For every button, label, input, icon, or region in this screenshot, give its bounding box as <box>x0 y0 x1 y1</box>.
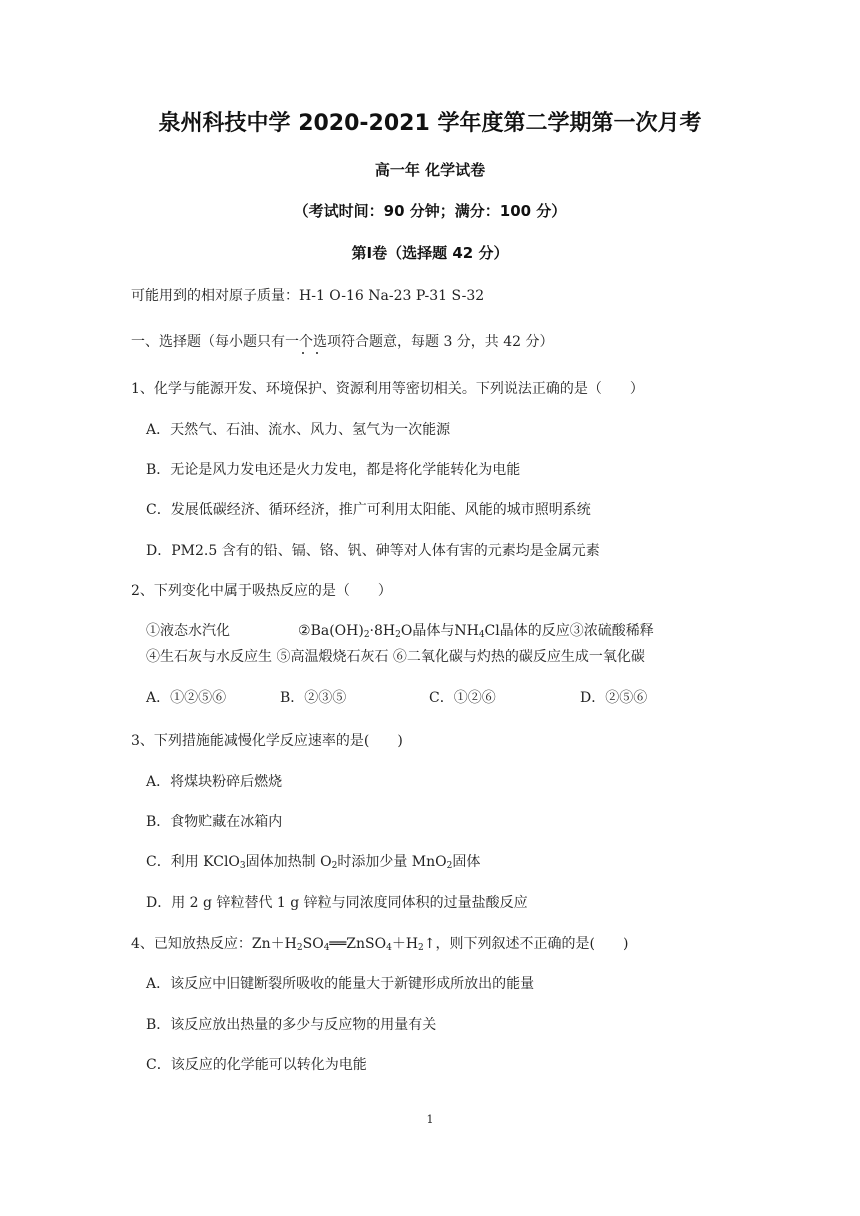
atomic-masses: 可能用到的相对原子质量：H-1 O-16 Na-23 P-31 S-32 <box>131 288 485 304</box>
q3-c-text-1: C．利用 KClO <box>146 854 240 870</box>
q3-c-text-2: 固体加热制 O <box>245 854 332 870</box>
exam-info: （考试时间：90 分钟；满分：100 分） <box>293 202 567 220</box>
q3-c-text-3: 时添加少量 MnO <box>337 854 447 870</box>
q2-item2-prefix: ② <box>298 623 311 639</box>
q4-option-c: C．该反应的化学能可以转化为电能 <box>146 1057 367 1073</box>
q2-row-2: ④生石灰与水反应生 ⑤高温煅烧石灰石 ⑥二氧化碳与灼热的碳反应生成一氧化碳 <box>146 649 645 665</box>
q2-option-d: D．②⑤⑥ <box>580 690 648 706</box>
q2-option-c: C．①②⑥ <box>429 690 496 706</box>
q4-option-a: A．该反应中旧键断裂所吸收的能量大于新键形成所放出的能量 <box>146 976 535 992</box>
q4-stem-4: ＋H <box>391 936 419 952</box>
q4-stem-3: ══ZnSO <box>329 936 387 952</box>
emphasis-dot <box>302 352 304 354</box>
q3-option-a: A．将煤块粉碎后燃烧 <box>146 774 283 790</box>
q2-option-b: B．②③⑤ <box>280 690 347 706</box>
q4-stem: 4、已知放热反应：$Zn+H_2SO_4══ZnSO_4+H_2↑$，则下列叙述不正确的是( ) <box>131 936 629 953</box>
q4-stem-1: 4、已知放热反应：Zn＋H <box>131 936 297 952</box>
q2-option-a: A．①②⑤⑥ <box>146 690 227 706</box>
q3-c-text-4: 固体 <box>452 854 481 870</box>
q3-option-c: C．利用 KClO$_3$固体加热制 $O_2$时添加少量 MnO$_2$固体 <box>146 854 481 871</box>
q3-option-b: B．食物贮藏在冰箱内 <box>146 814 283 830</box>
q1-option-c: C．发展低碳经济、循环经济，推广可利用太阳能、风能的城市照明系统 <box>146 502 591 518</box>
q2-item-2 <box>298 620 654 640</box>
emphasis-dot <box>316 352 318 354</box>
q4-stem-2: SO <box>302 936 324 952</box>
formula-baoh2: $Ba(OH)_2\cdot 8H_2O$ <box>310 623 413 640</box>
q3-option-d: D．用 2 g 锌粒替代 1 g 锌粒与同浓度同体积的过量盐酸反应 <box>146 895 528 911</box>
grade-subject: 高一年 化学试卷 <box>374 161 486 179</box>
q2-stem: 2、下列变化中属于吸热反应的是（ ） <box>131 583 392 599</box>
q1-option-b: B．无论是风力发电还是火力发电，都是将化学能转化为电能 <box>146 462 521 478</box>
q1-stem: 1、化学与能源开发、环境保护、资源利用等密切相关。下列说法正确的是（ ） <box>131 381 644 397</box>
q1-option-d: D．PM2.5 含有的铅、镉、铬、钒、砷等对人体有害的元素均是金属元素 <box>146 543 600 559</box>
formula-nh4cl: $NH_4Cl$ <box>454 623 500 640</box>
page-number: 1 <box>426 1113 434 1126</box>
section-intro: 一、选择题（每小题只有一个选项符合题意，每题 3 分，共 42 分） <box>131 334 554 350</box>
section-heading: 第Ⅰ卷（选择题 42 分） <box>351 244 509 262</box>
q2-item2-mid: 晶体与 <box>412 623 455 639</box>
q4-stem-5: ↑，则下列叙述不正确的是( ) <box>423 936 629 952</box>
exam-title: 泉州科技中学 2020-2021 学年度第二学期第一次月考 <box>158 111 702 136</box>
q1-option-a: A．天然气、石油、流水、风力、氢气为一次能源 <box>146 422 451 438</box>
q2-item-1: ①液态水汽化 <box>146 623 230 639</box>
q2-item2-suffix: 晶体的反应③浓硫酸稀释 <box>499 623 654 639</box>
q4-option-b: B．该反应放出热量的多少与反应物的用量有关 <box>146 1017 437 1033</box>
q3-stem: 3、下列措施能减慢化学反应速率的是( ) <box>131 733 403 749</box>
